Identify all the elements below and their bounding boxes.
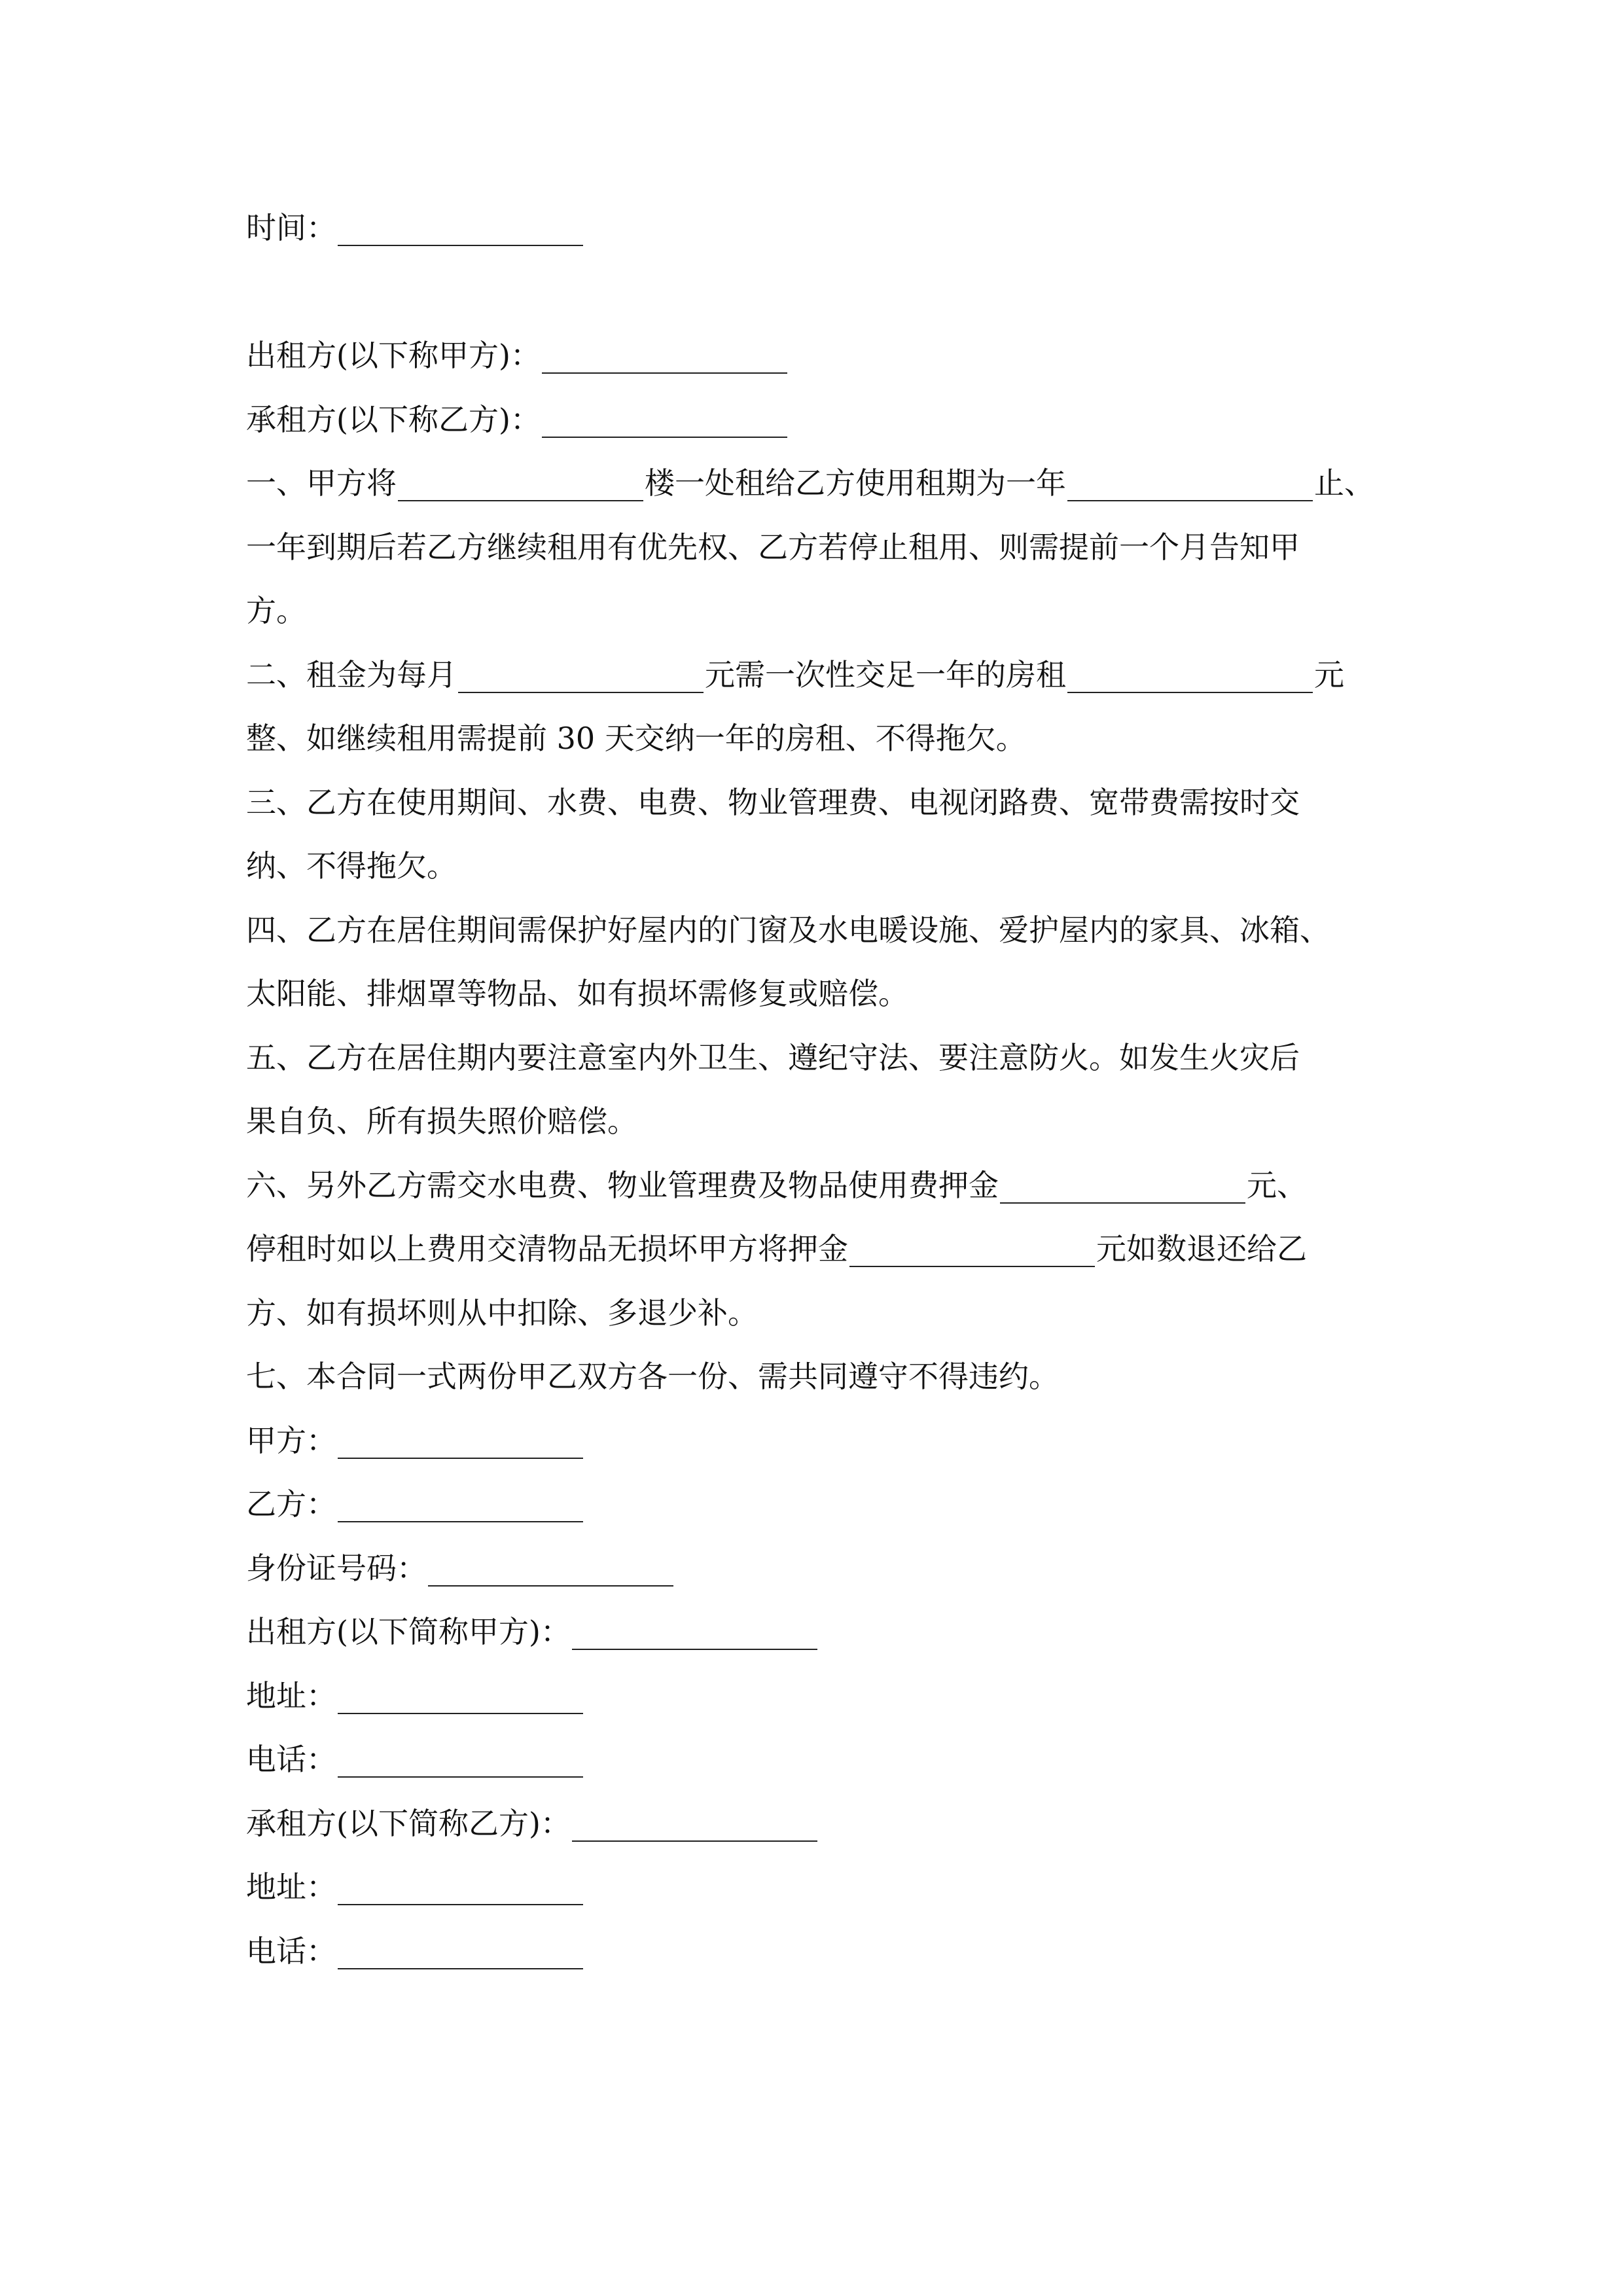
time-blank[interactable]	[338, 206, 583, 246]
id-number-label: 身份证号码：	[246, 1550, 427, 1586]
lessee-full-line	[246, 1792, 1378, 1856]
lessee-phone-blank[interactable]	[338, 1929, 583, 1969]
clause-6-line-3: 方、如有损坏则从中扣除、多退少补。	[246, 1295, 758, 1331]
deposit-blank[interactable]	[1000, 1163, 1245, 1204]
lessee-address-line	[246, 1856, 1378, 1920]
lessee-full-label: 承租方(以下简称乙方)：	[246, 1805, 571, 1841]
clause-7-line-1: 七、本合同一式两份甲乙双方各一份、需共同遵守不得违约。	[246, 1359, 1059, 1394]
annual-rent-blank[interactable]	[1067, 653, 1313, 693]
lessor-address-blank[interactable]	[338, 1674, 583, 1714]
id-number-line	[246, 1537, 1378, 1601]
lessee-address-blank[interactable]	[338, 1865, 583, 1905]
clause-1-line-1	[246, 452, 1378, 516]
clause-6-text-a: 六、另外乙方需交水电费、物业管理费及物品使用费押金	[246, 1167, 999, 1203]
lessor-label: 出租方(以下称甲方)：	[246, 338, 541, 373]
lessee-label: 承租方(以下称乙方)：	[246, 401, 541, 437]
party-b-line	[246, 1473, 1378, 1537]
clause-5-line-2: 果自负、所有损失照价赔偿。	[246, 1103, 637, 1139]
lessor-address-label: 地址：	[246, 1677, 336, 1713]
clause-4-line-2: 太阳能、排烟罩等物品、如有损坏需修复或赔偿。	[246, 976, 908, 1011]
lessor-blank[interactable]	[542, 333, 787, 374]
time-label: 时间：	[246, 210, 336, 245]
party-b-blank[interactable]	[338, 1482, 583, 1522]
time-line	[246, 196, 1378, 260]
lessee-blank[interactable]	[542, 397, 787, 438]
lessor-phone-line	[246, 1728, 1378, 1792]
lessee-address-label: 地址：	[246, 1869, 336, 1905]
lessor-full-blank[interactable]	[572, 1609, 817, 1650]
contract-page	[246, 196, 1378, 1983]
clause-5-line-1: 五、乙方在居住期内要注意室内外卫生、遵纪守法、要注意防火。如发生火灾后	[246, 1039, 1300, 1075]
clause-4-line-1: 四、乙方在居住期间需保护好屋内的门窗及水电暖设施、爱护屋内的家具、冰箱、	[246, 912, 1330, 948]
clause-2-text-a: 二、租金为每月	[246, 656, 457, 692]
lessee-phone-line	[246, 1920, 1378, 1984]
clause-6-line-1	[246, 1154, 1378, 1218]
party-a-label: 甲方：	[246, 1422, 336, 1458]
clause-3-line-2: 纳、不得拖欠。	[246, 848, 457, 884]
clause-2-line-1	[246, 643, 1378, 708]
clause-2-line-2: 整、如继续租用需提前 30 天交纳一年的房租、不得拖欠。	[246, 721, 1026, 756]
monthly-rent-blank[interactable]	[458, 653, 704, 693]
building-blank[interactable]	[398, 461, 643, 501]
clause-6-text-d: 元如数退还给乙	[1096, 1231, 1307, 1266]
clause-6-line-2	[246, 1217, 1378, 1282]
lessor-line	[246, 324, 1378, 388]
clause-2-text-b: 元需一次性交足一年的房租	[705, 656, 1066, 692]
clause-2-text-c: 元	[1314, 656, 1344, 692]
lessor-phone-label: 电话：	[246, 1742, 336, 1777]
lessor-full-label: 出租方(以下简称甲方)：	[246, 1614, 571, 1649]
spacer	[246, 260, 1378, 325]
clause-1-text-b: 楼一处租给乙方使用租期为一年	[645, 465, 1066, 501]
party-a-line	[246, 1409, 1378, 1473]
lessor-full-line	[246, 1600, 1378, 1664]
deposit-refund-blank[interactable]	[849, 1227, 1095, 1267]
clause-1-text-a: 一、甲方将	[246, 465, 397, 501]
clause-3-line-1: 三、乙方在使用期间、水费、电费、物业管理费、电视闭路费、宽带费需按时交	[246, 784, 1300, 820]
clause-1-line-3: 方。	[246, 593, 306, 628]
lessor-phone-blank[interactable]	[338, 1737, 583, 1778]
lease-end-blank[interactable]	[1067, 461, 1313, 501]
clause-1-line-2: 一年到期后若乙方继续租用有优先权、乙方若停止租用、则需提前一个月告知甲	[246, 529, 1300, 565]
party-a-blank[interactable]	[338, 1418, 583, 1459]
clause-6-text-c: 停租时如以上费用交清物品无损坏甲方将押金	[246, 1231, 848, 1266]
clause-6-text-b: 元、	[1247, 1167, 1307, 1203]
lessor-address-line	[246, 1664, 1378, 1729]
lessee-full-blank[interactable]	[572, 1801, 817, 1842]
party-b-label: 乙方：	[246, 1486, 336, 1522]
id-number-blank[interactable]	[428, 1546, 673, 1587]
lessee-line	[246, 388, 1378, 452]
lessee-phone-label: 电话：	[246, 1933, 336, 1969]
clause-1-text-c: 止、	[1314, 465, 1374, 501]
